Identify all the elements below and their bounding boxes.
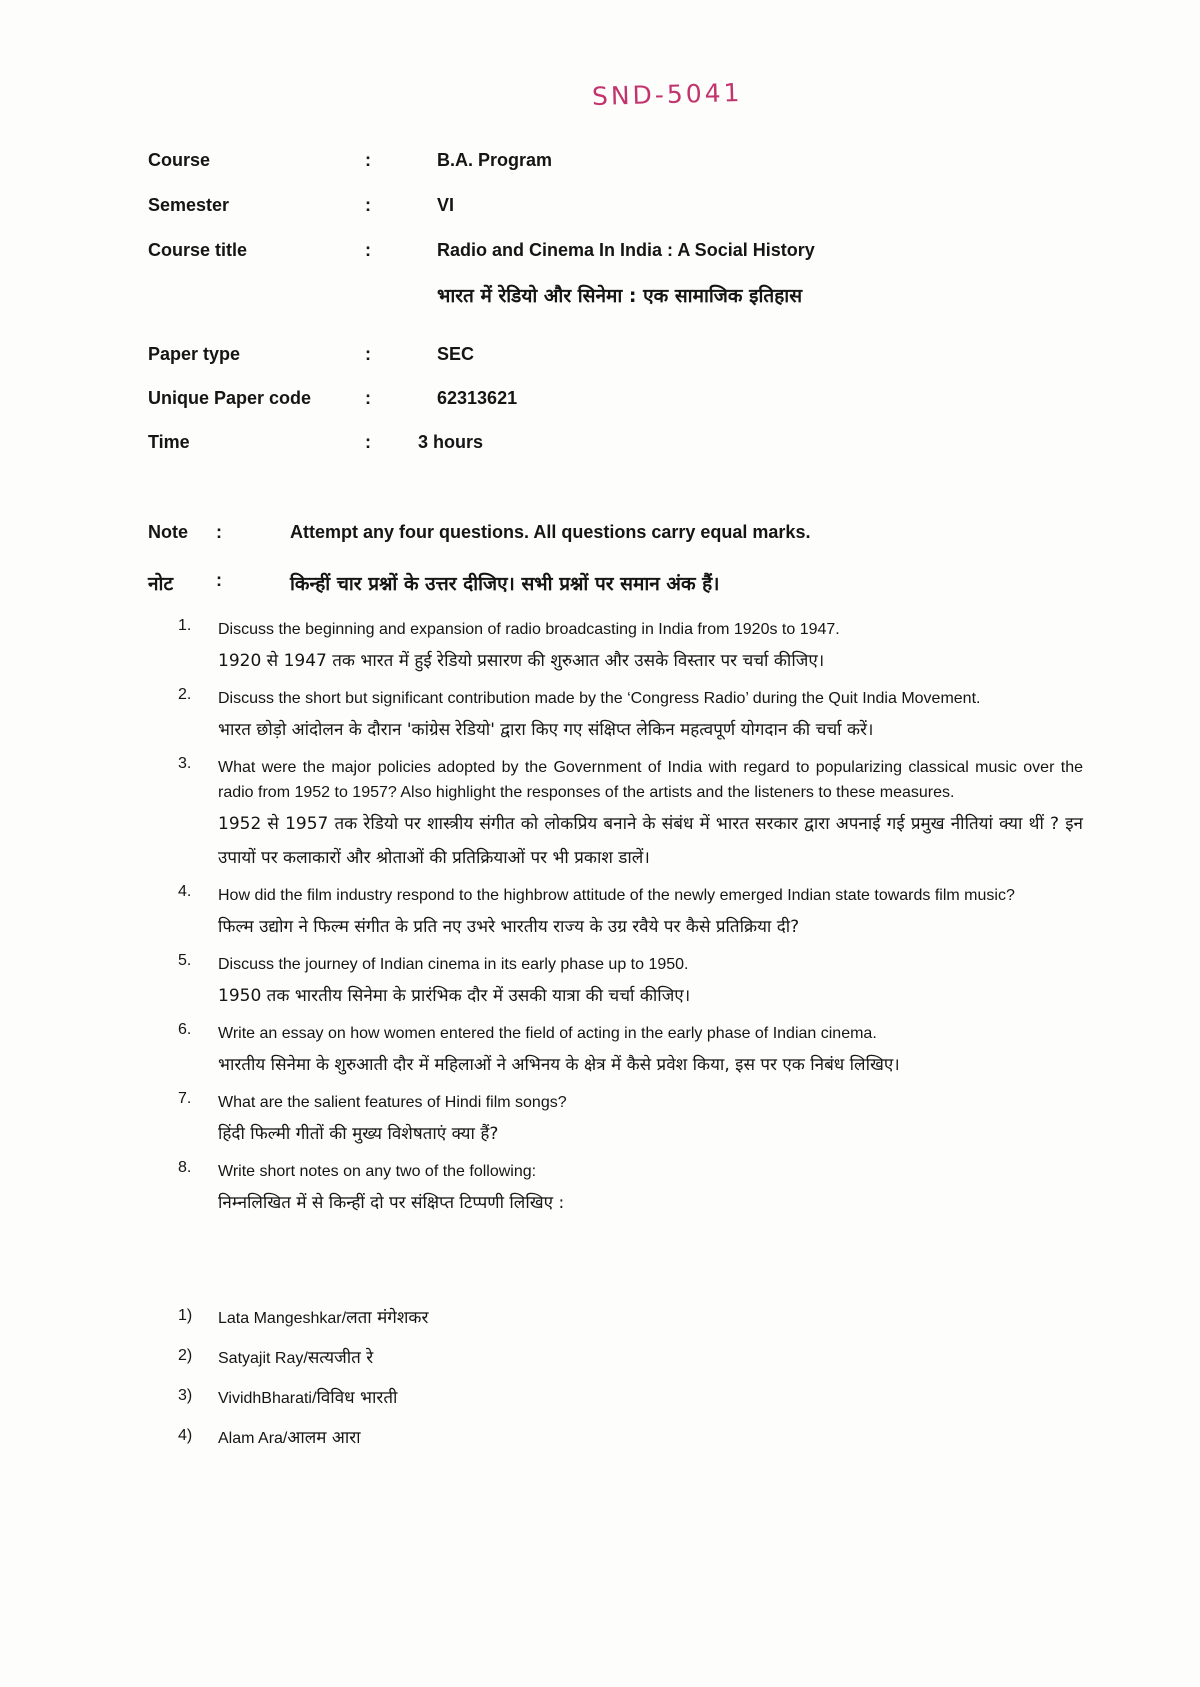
note-colon: : (216, 522, 222, 542)
paper-type-row (148, 344, 1048, 366)
question-english: What are the salient features of Hindi film songs? (218, 1094, 567, 1111)
course-title-hindi-row (148, 282, 1048, 307)
course-title-value: Radio and Cinema In India : A Social History (437, 240, 815, 260)
question-item (178, 686, 1083, 747)
time-row (148, 432, 1048, 454)
question-list (178, 617, 1083, 1228)
short-note-number: 2) (178, 1347, 193, 1364)
question-item (178, 1159, 1083, 1220)
course-title-hindi: भारत में रेडियो और सिनेमा : एक सामाजिक इतिहास (437, 285, 803, 307)
note-label: Note (148, 522, 188, 542)
note-hindi-text: किन्हीं चार प्रश्नों के उत्तर दीजिए। सभी प्रश्नों पर समान अंक हैं। (290, 573, 720, 595)
question-number: 1. (178, 617, 192, 634)
question-hindi: भारत छोड़ो आंदोलन के दौरान 'कांग्रेस रेडियो' द्वारा किए गए संक्षिप्त लेकिन महत्वपूर्ण योगदान की चर्चा करें। (218, 720, 874, 740)
short-note-hindi: विविध भारती (316, 1388, 398, 1408)
short-note-number: 1) (178, 1307, 193, 1324)
time-value: 3 hours (418, 432, 484, 452)
question-hindi: फिल्म उद्योग ने फिल्म संगीत के प्रति नए उभरे भारतीय राज्य के उग्र रवैये पर कैसे प्रतिक्रिया दी? (218, 917, 800, 937)
question-hindi: निम्नलिखित में से किन्हीं दो पर संक्षिप्त टिप्पणी लिखिए : (218, 1193, 565, 1213)
short-note-item (178, 1345, 428, 1385)
question-item (178, 617, 1083, 678)
course-colon: : (365, 150, 371, 170)
question-hindi: 1952 से 1957 तक रेडियो पर शास्त्रीय संगीत को लोकप्रिय बनाने के संबंध में भारत सरकार द्वारा अपनाई गई प्रमुख नीतियां क्या थीं ? इन उपायों पर कलाकारों और श्रोताओं की प्रतिक्रियाओं पर भी प्रकाश डालें। (218, 814, 1083, 868)
question-hindi: 1920 से 1947 तक भारत में हुई रेडियो प्रसारण की शुरुआत और उसके विस्तार पर चर्चा कीजिए। (218, 651, 825, 671)
question-item (178, 1021, 1083, 1082)
short-note-item (178, 1425, 428, 1465)
question-number: 7. (178, 1090, 192, 1107)
question-number: 3. (178, 755, 192, 772)
paper-type-label: Paper type (148, 344, 241, 364)
course-details (148, 150, 1048, 452)
question-number: 6. (178, 1021, 192, 1038)
short-note-item (178, 1305, 428, 1345)
semester-colon: : (365, 195, 371, 215)
note-hindi-colon: : (216, 570, 222, 590)
note-text: Attempt any four questions. All questions carry equal marks. (290, 522, 811, 542)
handwritten-code: SND-5041 (591, 78, 743, 111)
short-note-text (218, 1390, 397, 1407)
question-english: How did the film industry respond to the highbrow attitude of the newly emerged Indian state towards film music? (218, 887, 1015, 904)
note-hindi-label: नोट (148, 573, 174, 595)
short-note-hindi: लता मंगेशकर (346, 1308, 429, 1328)
paper-code-value: 62313621 (437, 388, 518, 408)
course-title-row (148, 240, 1048, 262)
paper-type-colon: : (365, 344, 371, 364)
short-note-hindi: सत्यजीत रे (307, 1348, 374, 1368)
course-title-colon: : (365, 240, 371, 260)
short-note-text (218, 1350, 373, 1367)
question-english: Discuss the beginning and expansion of radio broadcasting in India from 1920s to 1947. (218, 621, 840, 638)
question-english: Discuss the journey of Indian cinema in its early phase up to 1950. (218, 956, 689, 973)
question-item (178, 1090, 1083, 1151)
short-note-english: Alam Ara/ (218, 1430, 288, 1447)
question-english: Discuss the short but significant contribution made by the ‘Congress Radio’ during the Quit India Movement. (218, 690, 981, 707)
short-note-number: 3) (178, 1387, 193, 1404)
question-number: 2. (178, 686, 192, 703)
paper-type-value: SEC (437, 344, 475, 364)
question-item (178, 952, 1083, 1013)
course-row (148, 150, 1048, 172)
question-hindi: हिंदी फिल्मी गीतों की मुख्य विशेषताएं क्या हैं? (218, 1124, 499, 1144)
paper-code-label: Unique Paper code (148, 388, 312, 408)
semester-value: VI (437, 195, 455, 215)
question-english: What were the major policies adopted by the Government of India with regard to popularizing classical music over the radio from 1952 to 1957? Also highlight the responses of the artists and the listeners to these measures. (218, 759, 1083, 801)
semester-row (148, 195, 1048, 217)
short-note-english: Satyajit Ray/ (218, 1350, 308, 1367)
question-hindi: भारतीय सिनेमा के शुरुआती दौर में महिलाओं ने अभिनय के क्षेत्र में कैसे प्रवेश किया, इस पर एक निबंध लिखिए। (218, 1055, 900, 1075)
question-number: 8. (178, 1159, 192, 1176)
short-note-text (218, 1310, 428, 1327)
short-note-english: Lata Mangeshkar/ (218, 1310, 347, 1327)
short-note-english: VividhBharati/ (218, 1390, 317, 1407)
question-number: 5. (178, 952, 192, 969)
short-notes-list (178, 1305, 428, 1465)
question-item (178, 883, 1083, 944)
short-note-hindi: आलम आरा (287, 1428, 361, 1448)
short-note-text (218, 1430, 361, 1447)
question-english: Write short notes on any two of the following: (218, 1163, 537, 1180)
short-note-number: 4) (178, 1427, 193, 1444)
course-title-label: Course title (148, 240, 248, 260)
paper-code-colon: : (365, 388, 371, 408)
question-english: Write an essay on how women entered the field of acting in the early phase of Indian cinema. (218, 1025, 877, 1042)
time-colon: : (365, 432, 371, 452)
course-value: B.A. Program (437, 150, 553, 170)
question-number: 4. (178, 883, 192, 900)
question-item (178, 755, 1083, 875)
short-note-item (178, 1385, 428, 1425)
time-label: Time (148, 432, 190, 452)
question-hindi: 1950 तक भारतीय सिनेमा के प्रारंभिक दौर में उसकी यात्रा की चर्चा कीजिए। (218, 986, 691, 1006)
semester-label: Semester (148, 195, 230, 215)
course-label: Course (148, 150, 211, 170)
paper-code-row (148, 388, 1048, 410)
